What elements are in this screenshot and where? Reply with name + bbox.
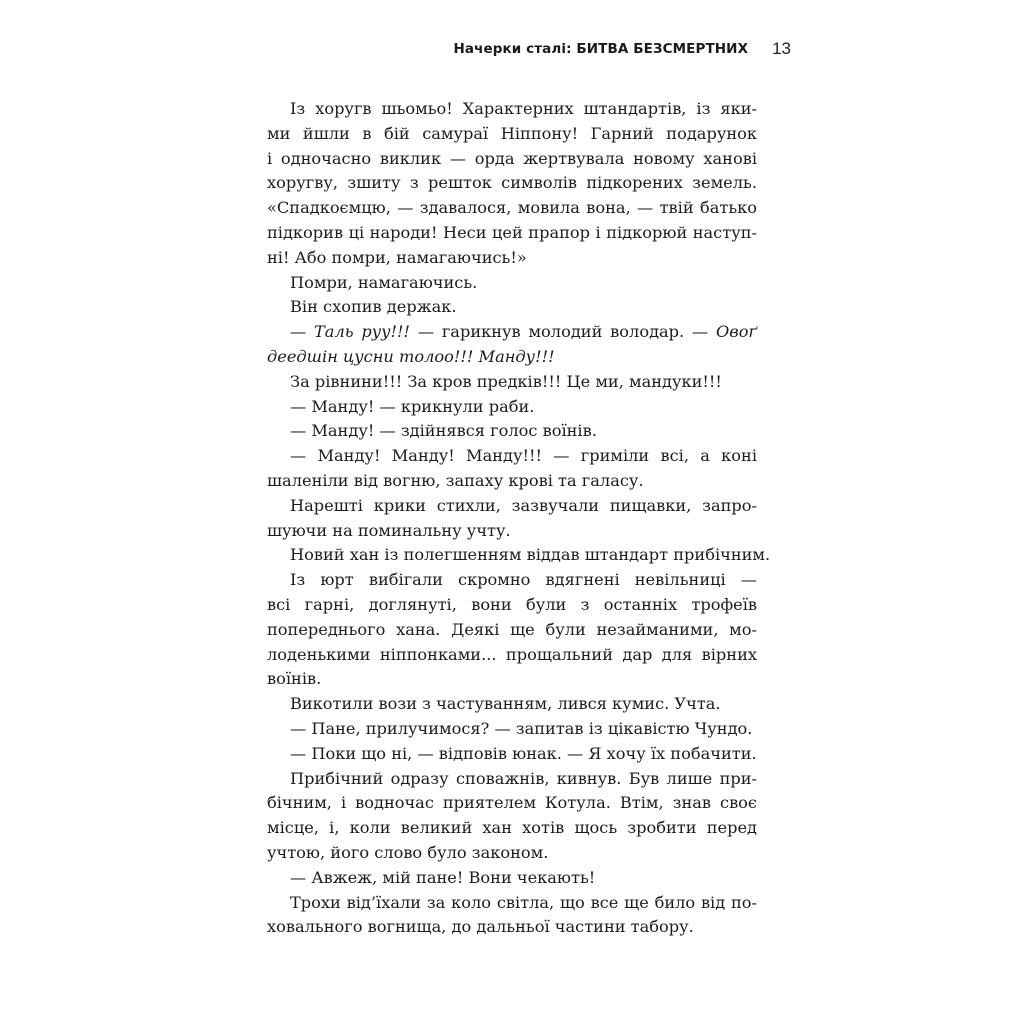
- text-line: Викотили вози з частуванням, лився кумис. Учта.: [290, 694, 721, 714]
- text-line: попереднього хана. Деякі ще були незайманими, мо-: [267, 619, 757, 639]
- text-line: шуючи на поминальну учту.: [267, 520, 511, 540]
- text-line: ні! Або помри, намагаючись!»: [267, 247, 527, 267]
- text-line: всі гарні, доглянуті, вони були з останніх трофеїв: [267, 594, 757, 614]
- text-line: лоденькими ніппонками... прощальний дар для вірних: [267, 644, 757, 664]
- text-line: учтою, його слово було законом.: [267, 842, 549, 862]
- running-title: Начерки сталі: БИТВА БЕЗСМЕРТНИХ: [453, 41, 749, 57]
- text-line: [267, 320, 757, 345]
- text-span: —: [290, 322, 314, 342]
- text-line: і одночасно виклик — орда жертвувала новому ханові: [267, 148, 757, 168]
- text-line: [267, 345, 757, 370]
- italic-phrase: Овоґ: [716, 322, 757, 342]
- text-line: Новий хан із полегшенням віддав штандарт прибічним.: [290, 545, 771, 565]
- page-number: 13: [772, 39, 791, 58]
- text-span: — гарикнув молодий володар. —: [410, 322, 716, 342]
- text-line: шаленіли від вогню, запаху крові та галасу.: [267, 470, 644, 490]
- text-line: Трохи від’їхали за коло світла, що все ще било від по-: [290, 892, 757, 912]
- running-head: [0, 38, 791, 60]
- text-line: — Поки що ні, — відповів юнак. — Я хочу їх побачити.: [290, 743, 757, 763]
- text-line: Із хоругв шьомьо! Характерних штандартів, із яки-: [290, 99, 757, 118]
- text-line: — Пане, прилучимося? — запитав із цікавістю Чундо.: [290, 718, 753, 738]
- italic-phrase: Таль руу!!!: [314, 322, 411, 342]
- body-text: [267, 97, 771, 940]
- text-line: хоругву, зшиту з решток символів підкорених земель.: [267, 173, 757, 193]
- text-line: — Манду! — здійнявся голос воїнів.: [290, 421, 597, 441]
- text-line: ми йшли в бій самураї Ніппону! Гарний подарунок: [267, 123, 757, 143]
- text-line: Прибічний одразу споважнів, кивнув. Був лише при-: [290, 768, 757, 788]
- text-line: За рівнини!!! За кров предків!!! Це ми, мандуки!!!: [290, 371, 722, 391]
- text-line: воїнів.: [267, 669, 322, 689]
- text-line: місце, і, коли великий хан хотів щось зробити перед: [267, 818, 757, 838]
- text-line: ховального вогнища, до дальньої частини табору.: [267, 917, 694, 937]
- text-line: — Авжеж, мій пане! Вони чекають!: [290, 867, 596, 887]
- text-line: Із юрт вибігали скромно вдягнені невільниці —: [290, 570, 757, 590]
- text-line: — Манду! — крикнули раби.: [290, 396, 535, 416]
- text-line: — Манду! Манду! Манду!!! — гриміли всі, а коні: [290, 446, 757, 466]
- italic-phrase: деедшін цусни толоо!!! Манду!!!: [267, 346, 555, 366]
- text-line: Нарешті крики стихли, зазвучали пищавки, запро-: [290, 495, 757, 515]
- text-line: «Спадкоємцю, — здавалося, мовила вона, — твій батько: [267, 198, 757, 218]
- text-line: підкорив ці народи! Неси цей прапор і підкорюй наступ-: [267, 222, 757, 242]
- text-line: бічним, і водночас приятелем Котула. Втім, знав своє: [267, 793, 757, 813]
- text-line: Помри, намагаючись.: [290, 272, 478, 292]
- text-line: Він схопив держак.: [290, 297, 457, 317]
